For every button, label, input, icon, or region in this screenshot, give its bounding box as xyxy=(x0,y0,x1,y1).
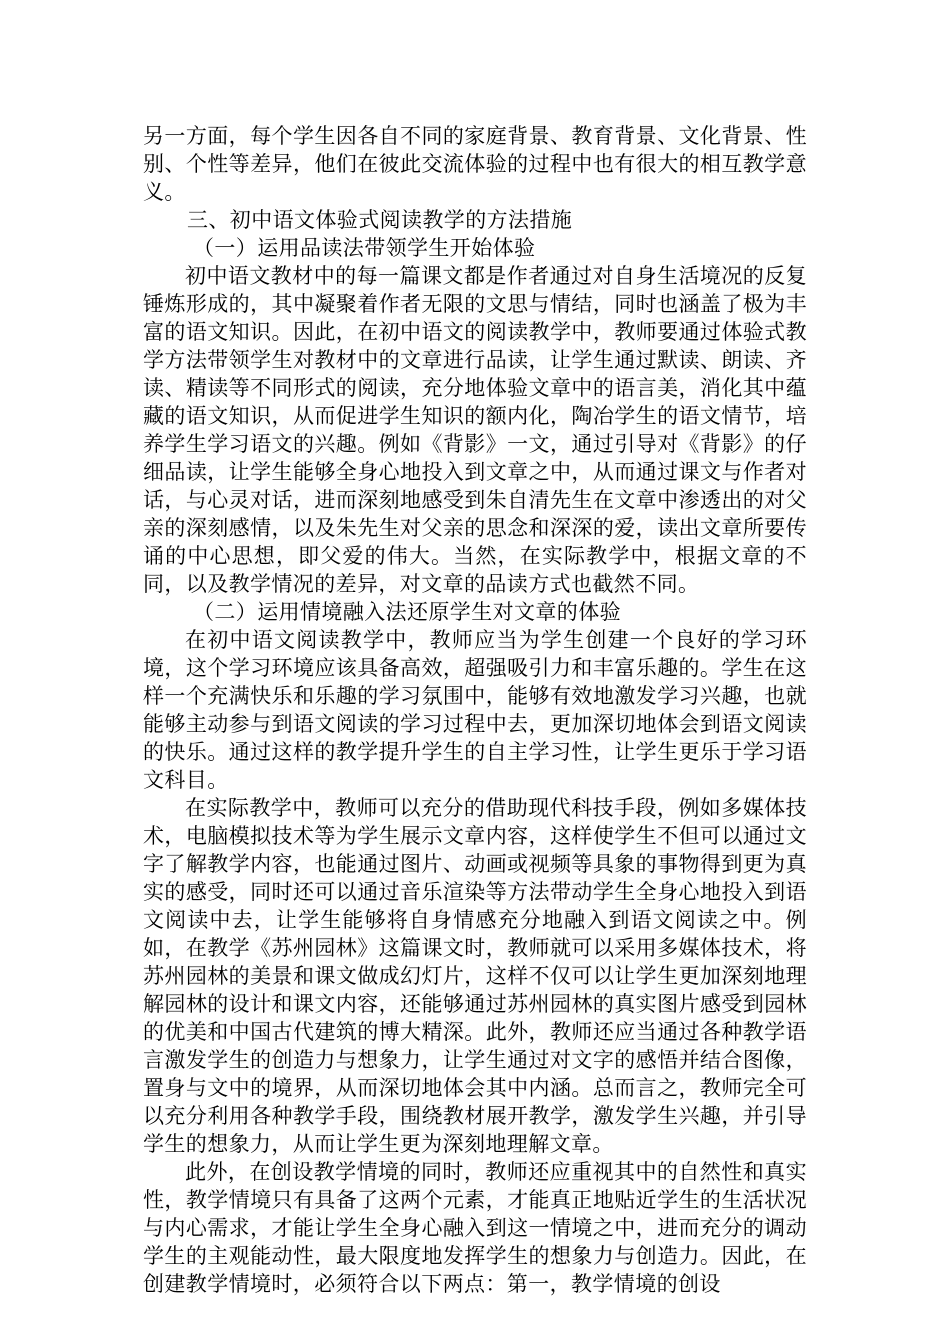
section-heading-3: 三、初中语文体验式阅读教学的方法措施 xyxy=(187,208,573,232)
subsection-heading-2: （二）运用情境融入法还原学生对文章的体验 xyxy=(193,600,621,624)
paragraph-teaching-context: 此外，在创设教学情境的同时，教师还应重视其中的自然性和真实性，教学情境只有具备了这两个元素，才能真正地贴近学生的生活状况与内心需求，才能让学生全身心融入到这一情境之中，进而充分的调动学生的主观能动性，最大限度地发挥学生的想象力与创造力。因此，在创建教学情境时，必须符合以下两点：第一，教学情境的创设 xyxy=(143,1160,807,1296)
paragraph-reading-method: 初中语文教材中的每一篇课文都是作者通过对自身生活境况的反复锤炼形成的，其中凝聚着作者无限的文思与情结，同时也涵盖了极为丰富的语文知识。因此，在初中语文的阅读教学中，教师要通过体验式教学方法带领学生对教材中的文章进行品读，让学生通过默读、朗读、齐读、精读等不同形式的阅读，充分地体验文章中的语言美，消化其中蕴藏的语文知识，从而促进学生知识的额内化，陶冶学生的语文情节，培养学生学习语文的兴趣。例如《背影》一文，通过引导对《背影》的仔细品读，让学生能够全身心地投入到文章之中，从而通过课文与作者对话，与心灵对话，进而深刻地感受到朱自清先生在文章中渗透出的对父亲的深刻感情，以及朱先生对父亲的思念和深深的爱，读出文章所要传诵的中心思想，即父爱的伟大。当然，在实际教学中，根据文章的不同，以及教学情况的差异，对文章的品读方式也截然不同。 xyxy=(143,264,807,596)
document-page xyxy=(143,122,807,1298)
paragraph-multimedia-teaching: 在实际教学中，教师可以充分的借助现代科技手段，例如多媒体技术，电脑模拟技术等为学生展示文章内容，这样使学生不但可以通过文字了解教学内容，也能通过图片、动画或视频等具象的事物得到更为真实的感受，同时还可以通过音乐渲染等方法带动学生全身心地投入到语文阅读中去，让学生能够将自身情感充分地融入到语文阅读之中。例如，在教学《苏州园林》这篇课文时，教师就可以采用多媒体技术，将苏州园林的美景和课文做成幻灯片，这样不仅可以让学生更加深刻地理解园林的设计和课文内容，还能够通过苏州园林的真实图片感受到园林的优美和中国古代建筑的博大精深。此外，教师还应当通过各种教学语言激发学生的创造力与想象力，让学生通过对文字的感悟并结合图像，置身与文中的境界，从而深切地体会其中内涵。总而言之，教师完全可以充分利用各种教学手段，围绕教材展开教学，激发学生兴趣，并引导学生的想象力，从而让学生更为深刻地理解文章。 xyxy=(143,796,807,1156)
paragraph-continuation: 另一方面，每个学生因各自不同的家庭背景、教育背景、文化背景、性别、个性等差异，他们在彼此交流体验的过程中也有很大的相互教学意义。 xyxy=(143,124,807,204)
paragraph-learning-environment: 在初中语文阅读教学中，教师应当为学生创建一个良好的学习环境，这个学习环境应该具备高效，超强吸引力和丰富乐趣的。学生在这样一个充满快乐和乐趣的学习氛围中，能够有效地激发学习兴趣，也就能够主动参与到语文阅读的学习过程中去，更加深切地体会到语文阅读的快乐。通过这样的教学提升学生的自主学习性，让学生更乐于学习语文科目。 xyxy=(143,628,807,792)
subsection-heading-1: （一）运用品读法带领学生开始体验 xyxy=(193,236,536,260)
